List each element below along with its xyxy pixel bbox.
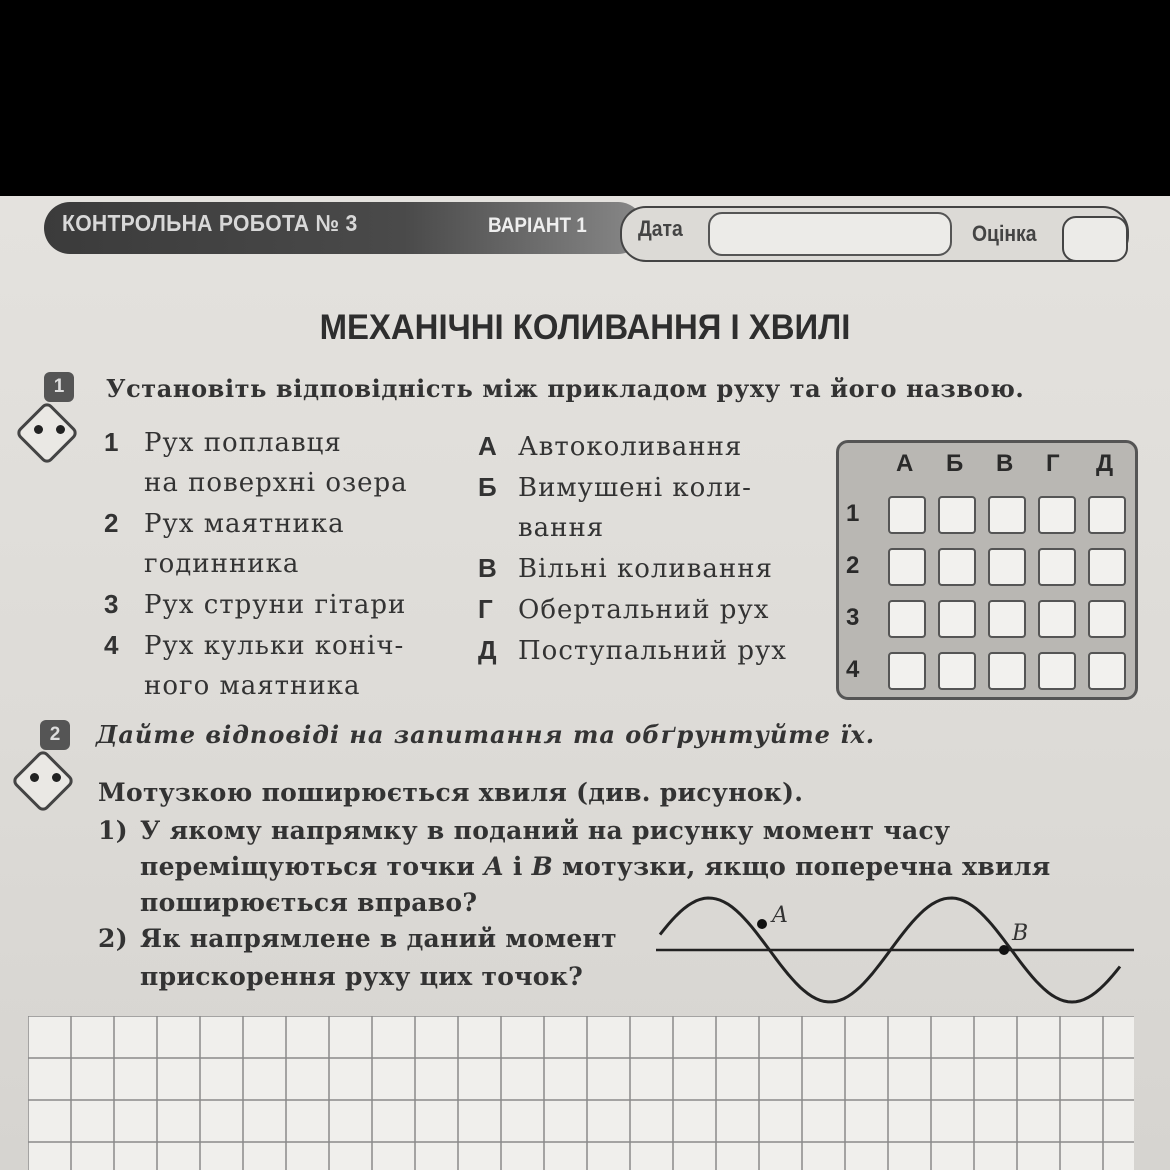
difficulty-dot-icon xyxy=(52,773,61,782)
grid-row-header: 3 xyxy=(846,604,860,631)
question-1-line: У якому напрямку в поданий на рисунку момент часу xyxy=(140,816,951,845)
difficulty-dot-icon xyxy=(34,425,43,434)
difficulty-dot-icon xyxy=(30,773,39,782)
list-item xyxy=(478,589,787,630)
answer-cell[interactable] xyxy=(938,652,976,690)
answer-cell[interactable] xyxy=(888,600,926,638)
grid-row-header: 1 xyxy=(846,500,860,527)
answer-cell[interactable] xyxy=(1088,496,1126,534)
item-text: Рух поплавця xyxy=(144,428,342,458)
task-1-number: 1 xyxy=(44,372,74,402)
answer-cell[interactable] xyxy=(888,496,926,534)
grid-column-header: Б xyxy=(946,450,964,477)
question-1-number: 1) xyxy=(98,816,128,845)
answer-cell[interactable] xyxy=(988,600,1026,638)
grid-row-header: 2 xyxy=(846,552,860,579)
item-text: годинника xyxy=(144,549,300,579)
graph-paper-lines xyxy=(28,1016,1134,1170)
motion-examples-list xyxy=(104,422,408,706)
list-item xyxy=(104,503,408,544)
task-2-number: 2 xyxy=(40,720,70,750)
motion-names-list xyxy=(478,426,787,671)
task-2-instruction: Дайте відповіді на запитання та обґрунтуйте їх. xyxy=(96,720,876,749)
answer-cell[interactable] xyxy=(1088,652,1126,690)
item-number: 1 xyxy=(104,427,120,457)
grid-column-header: Д xyxy=(1096,450,1114,477)
list-item xyxy=(104,544,408,584)
answer-cell[interactable] xyxy=(1038,652,1076,690)
question-2-line: Як напрямлене в даний момент xyxy=(140,924,617,953)
list-item xyxy=(104,422,408,463)
difficulty-diamond-icon xyxy=(14,400,79,465)
item-text: Рух кульки коніч- xyxy=(144,631,405,661)
worksheet-page xyxy=(0,196,1170,1170)
date-field[interactable] xyxy=(708,212,952,256)
answer-cell[interactable] xyxy=(988,496,1026,534)
item-text: Поступальний рух xyxy=(518,636,787,666)
item-letter: Б xyxy=(478,472,498,502)
question-2-number: 2) xyxy=(98,924,128,953)
grade-label: Оцінка xyxy=(972,221,1037,246)
answer-cell[interactable] xyxy=(1038,600,1076,638)
list-item xyxy=(104,666,408,706)
answer-grid-paper[interactable] xyxy=(28,1016,1134,1170)
item-text: Вільні коливання xyxy=(518,554,773,584)
item-letter: В xyxy=(478,553,498,583)
point-b-marker xyxy=(999,945,1009,955)
list-item xyxy=(478,508,787,548)
answer-cell[interactable] xyxy=(938,496,976,534)
item-text: Рух маятника xyxy=(144,509,345,539)
item-number: 4 xyxy=(104,630,120,660)
page-title: МЕХАНІЧНІ КОЛИВАННЯ І ХВИЛІ xyxy=(319,308,851,347)
question-1-line: поширюється вправо? xyxy=(140,888,478,917)
answer-cell[interactable] xyxy=(988,548,1026,586)
difficulty-diamond-icon xyxy=(10,748,75,813)
list-item xyxy=(478,630,787,671)
item-text: вання xyxy=(518,513,605,543)
list-item xyxy=(104,584,408,625)
item-number: 3 xyxy=(104,589,120,619)
item-letter: Д xyxy=(478,635,498,665)
question-2-line: прискорення руху цих точок? xyxy=(140,962,584,991)
item-text: Автоколивання xyxy=(518,432,743,462)
point-b-label: B xyxy=(1012,921,1029,946)
item-text: Рух струни гітари xyxy=(144,590,407,620)
answer-cell[interactable] xyxy=(1038,548,1076,586)
list-item xyxy=(104,625,408,666)
item-number: 2 xyxy=(104,508,120,538)
answer-cell[interactable] xyxy=(938,548,976,586)
item-letter: Г xyxy=(478,594,494,624)
answer-cell[interactable] xyxy=(988,652,1026,690)
item-letter: А xyxy=(478,431,498,461)
item-text: на поверхні озера xyxy=(144,468,408,498)
answer-cell[interactable] xyxy=(1038,496,1076,534)
answer-cell[interactable] xyxy=(938,600,976,638)
grid-row-header: 4 xyxy=(846,656,860,683)
answer-cell[interactable] xyxy=(1088,548,1126,586)
list-item xyxy=(478,467,787,508)
item-text: Обертальний рух xyxy=(518,595,770,625)
answer-cell[interactable] xyxy=(888,652,926,690)
list-item xyxy=(478,548,787,589)
list-item xyxy=(478,426,787,467)
test-title: КОНТРОЛЬНА РОБОТА № 3 xyxy=(62,210,358,236)
item-text: Вимушені коли- xyxy=(518,473,752,503)
task-2-intro: Мотузкою поширюється хвиля (див. рисунок). xyxy=(98,778,804,807)
answer-cell[interactable] xyxy=(1088,600,1126,638)
grid-column-header: Г xyxy=(1046,450,1060,477)
point-a-marker xyxy=(757,919,767,929)
list-item xyxy=(104,463,408,503)
task-1-instruction: Установіть відповідність між прикладом руху та його назвою. xyxy=(106,374,1025,403)
answer-cell[interactable] xyxy=(888,548,926,586)
item-text: ного маятника xyxy=(144,671,361,701)
grade-field[interactable] xyxy=(1062,216,1128,262)
variant-label: ВАРІАНТ 1 xyxy=(488,214,587,237)
date-label: Дата xyxy=(638,216,683,241)
point-a-label: A xyxy=(772,903,788,928)
wave-figure xyxy=(650,886,1140,1006)
question-1-line: переміщуються точки A і B мотузки, якщо поперечна хвиля xyxy=(140,852,1051,881)
grid-column-header: В xyxy=(996,450,1014,477)
grid-column-header: А xyxy=(896,450,914,477)
difficulty-dot-icon xyxy=(56,425,65,434)
